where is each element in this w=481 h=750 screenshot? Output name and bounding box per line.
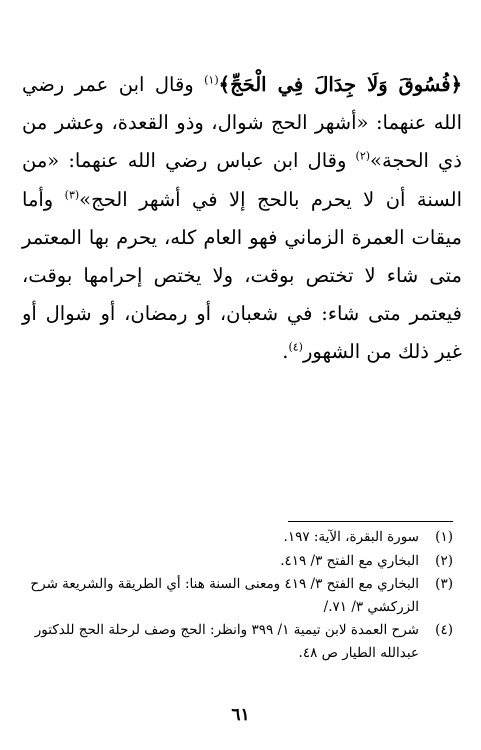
footnote-item — [21, 550, 453, 573]
footnote-item — [21, 526, 453, 549]
footnote-text: سورة البقرة، الآية: ١٩٧. — [283, 529, 419, 545]
umrah-timing-text: وأما ميقات العمرة الزماني فهو العام كله، يحرم بها المعتمر متى شاء لا تختص بوقت، ولا يختص إحرامها بوقت، فيعتمر متى شاء: في شعبان، أو رمضان، أو شوال أو غير ذلك من الشهور — [22, 187, 462, 364]
footnote-number: (٣) — [435, 576, 453, 592]
footnote-ref-1: (١) — [204, 73, 219, 87]
footnote-number: (١) — [435, 529, 453, 545]
footnote-ref-2: (٢) — [355, 149, 371, 163]
footnote-item — [21, 619, 453, 664]
ibn-umar-quote: وقال ابن عمر رضي الله عنهما: «أشهر الحج شوال، وذو القعدة، وعشر من ذي الحجة» — [22, 73, 462, 173]
main-paragraph — [22, 66, 462, 372]
paragraph-end: . — [282, 340, 289, 364]
ibn-abbas-quote: وقال ابن عباس رضي الله عنهما: «من السنة أن لا يحرم بالحج إلا في أشهر الحج» — [22, 149, 462, 211]
footnote-text: البخاري مع الفتح ٣/ ٤١٩. — [280, 552, 419, 569]
footnote-item — [21, 573, 453, 618]
quran-verse-fragment: ﴿فُسُوقَ وَلَا جِدَالَ فِي الْحَجِّ﴾ — [218, 73, 462, 96]
footnote-ref-3: (٣) — [64, 188, 80, 202]
page-number: ٦١ — [231, 705, 250, 725]
footnote-separator — [288, 521, 453, 522]
footnotes-list — [21, 526, 453, 665]
footnote-ref-4: (٤) — [288, 340, 303, 354]
footnote-text: شرح العمدة لابن تيمية ١/ ٣٩٩ وانظر: الحج وصف لرحلة الحج للدكتور عبدالله الطيار ص ٤٨. — [34, 622, 419, 661]
footnote-number: (٤) — [435, 622, 453, 638]
footnote-text: البخاري مع الفتح ٣/ ٤١٩ ومعنى السنة هنا: أي الطريقة والشريعة شرح الزركشي ٣/ ٧١./ — [30, 576, 419, 615]
footnote-number: (٢) — [435, 552, 453, 569]
